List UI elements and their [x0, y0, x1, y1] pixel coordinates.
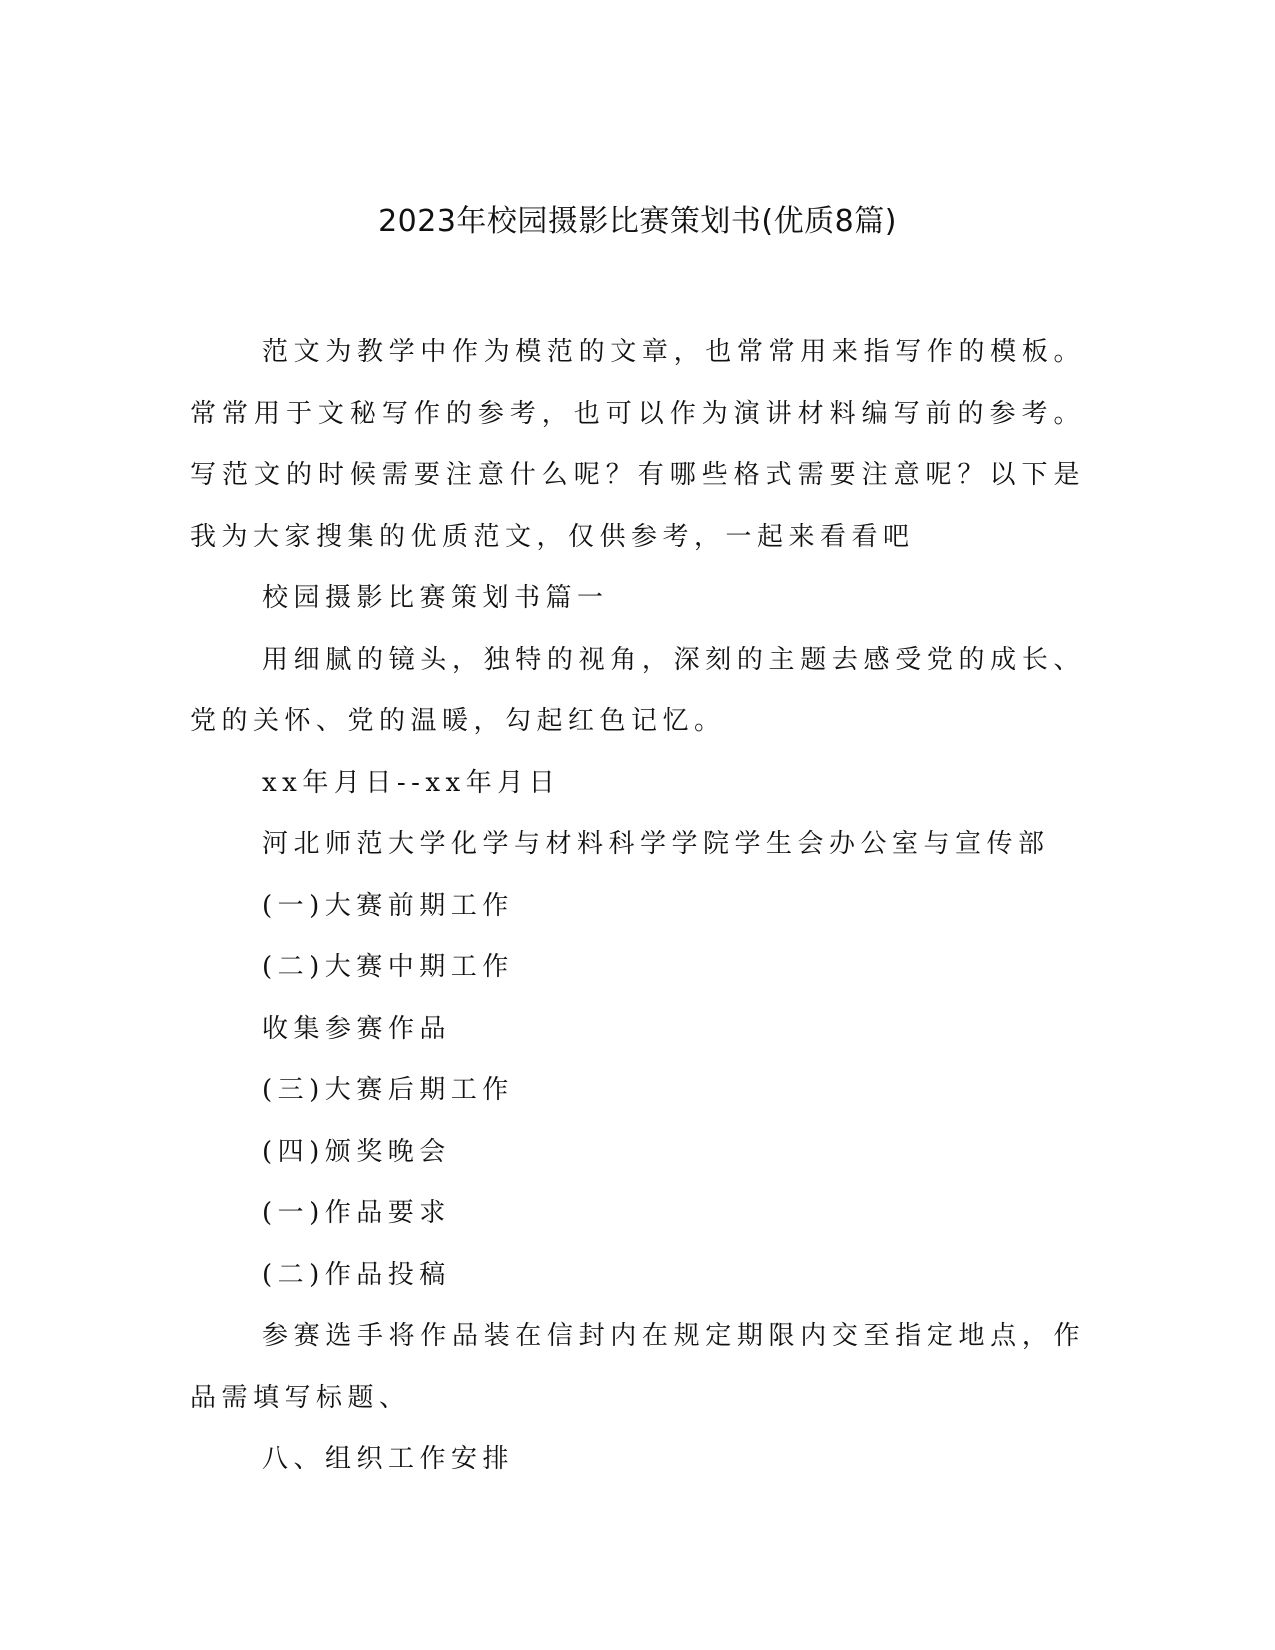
list-item-late-work: (三)大赛后期工作	[262, 1075, 514, 1105]
document-title: 2023年校园摄影比赛策划书(优质8篇)	[378, 204, 897, 239]
list-item-mid-work: (二)大赛中期工作	[262, 952, 514, 982]
submission-paragraph: 参赛选手将作品装在信封内在规定期限内交至指定地点，作品需填写标题、	[190, 1321, 1085, 1413]
theme-paragraph: 用细腻的镜头，独特的视角，深刻的主题去感受党的成长、党的关怀、党的温暖，勾起红色记忆。	[190, 644, 1085, 736]
collect-entries: 收集参赛作品	[262, 1013, 452, 1044]
list-item-submission: (二)作品投稿	[262, 1259, 451, 1290]
list-item-awards-night: (四)颁奖晚会	[262, 1136, 451, 1167]
list-item-work-requirements: (一)作品要求	[262, 1198, 451, 1228]
organizer: 河北师范大学化学与材料科学学院学生会办公室与宣传部	[262, 829, 1050, 859]
list-item-early-work: (一)大赛前期工作	[262, 890, 514, 921]
date-range: xx年月日--xx年月日	[262, 767, 561, 798]
document-body	[190, 322, 1085, 1491]
section-heading-part-one: 校园摄影比赛策划书篇一	[262, 583, 609, 613]
section-heading-arrangement: 八、组织工作安排	[262, 1444, 515, 1474]
intro-paragraph: 范文为教学中作为模范的文章，也常常用来指写作的模板。常常用于文秘写作的参考，也可以作为演讲材料编写前的参考。写范文的时候需要注意什么呢？有哪些格式需要注意呢？以下是我为大家搜集的优质范文，仅供参考，一起来看看吧	[190, 337, 1085, 552]
